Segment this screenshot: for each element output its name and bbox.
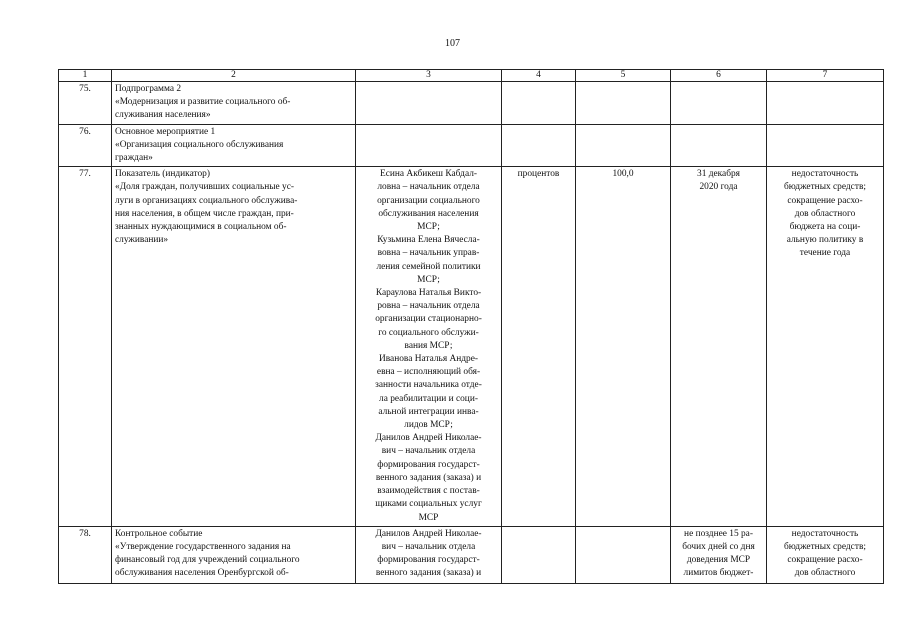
text-line: «Модернизация и развитие социального об- bbox=[115, 97, 291, 108]
text-line: формирования государст- bbox=[377, 459, 480, 470]
text-line: Подпрограмма 2 bbox=[115, 84, 182, 94]
text-line: Кузьмина Елена Вячесла- bbox=[377, 235, 480, 246]
value-cell bbox=[576, 124, 671, 167]
text-line: МСР; bbox=[417, 274, 440, 285]
text-line: 31 декабря bbox=[697, 169, 740, 180]
row-number-cell: 77. bbox=[59, 167, 112, 526]
text-line: лимитов бюджет- bbox=[683, 568, 754, 579]
text-line: Данилов Андрей Николае- bbox=[375, 528, 482, 539]
unit-cell bbox=[502, 124, 576, 167]
risk-cell bbox=[767, 526, 884, 583]
description-cell bbox=[112, 124, 356, 167]
value-cell bbox=[576, 82, 671, 125]
responsible-cell bbox=[356, 167, 502, 526]
text-line: вич – начальник отдела bbox=[381, 541, 476, 552]
text-line: «Доля граждан, получивших социальные ус- bbox=[115, 182, 295, 193]
text-line: ловна – начальник отдела bbox=[377, 182, 480, 193]
text-line: ния населения, в общем числе граждан, при- bbox=[115, 208, 294, 219]
description-cell bbox=[112, 167, 356, 526]
text-line: взаимодействия с постав- bbox=[377, 486, 480, 497]
description-cell bbox=[112, 82, 356, 125]
page-number: 107 bbox=[445, 38, 460, 49]
unit-cell bbox=[502, 82, 576, 125]
text-line: течение года bbox=[799, 248, 851, 259]
text-line: ления семейной политики bbox=[376, 261, 481, 272]
text-line: Контрольное событие bbox=[115, 528, 203, 539]
text-line: вич – начальник отдела bbox=[381, 446, 476, 457]
text-line: Основное мероприятие 1 bbox=[115, 126, 216, 137]
table-row bbox=[59, 167, 884, 526]
text-line: венного задания (заказа) и bbox=[375, 472, 482, 483]
header-row bbox=[59, 70, 884, 82]
header-cell-6: 6 bbox=[671, 70, 767, 82]
header-cell-4: 4 bbox=[502, 70, 576, 82]
header-cell-5: 5 bbox=[576, 70, 671, 82]
text-line: «Утверждение государственного задания на bbox=[115, 541, 291, 552]
text-line: вовна – начальник управ- bbox=[377, 248, 480, 259]
table-row bbox=[59, 526, 884, 583]
deadline-cell bbox=[671, 167, 767, 526]
text-line: венного задания (заказа) и bbox=[375, 568, 482, 579]
deadline-cell bbox=[671, 124, 767, 167]
text-line: бюджетных средств; bbox=[784, 182, 866, 193]
text-line: «Организация социального обслуживания bbox=[115, 139, 284, 150]
risk-cell bbox=[767, 167, 884, 526]
text-line: щиками социальных услуг bbox=[375, 499, 482, 510]
text-line: луги в организациях социального обслужива- bbox=[115, 195, 298, 206]
text-line: сокращение расхо- bbox=[787, 195, 863, 206]
text-line: МСР; bbox=[417, 222, 440, 233]
responsible-cell bbox=[356, 82, 502, 125]
text-line: Есина Акбикеш Кабдал- bbox=[380, 169, 477, 180]
text-line: служивании» bbox=[115, 235, 169, 246]
text-line: МСР bbox=[418, 512, 439, 523]
text-line: не позднее 15 ра- bbox=[684, 528, 753, 539]
text-line: бюджета на соци- bbox=[789, 222, 861, 233]
row-number-cell: 76. bbox=[59, 124, 112, 167]
text-line: сокращение расхо- bbox=[787, 555, 863, 566]
text-line: Иванова Наталья Андре- bbox=[378, 354, 479, 365]
text-line: занности начальника отде- bbox=[375, 380, 482, 391]
text-line: знанных нуждающимися в социальном об- bbox=[115, 222, 287, 233]
text-line: вания МСР; bbox=[404, 340, 453, 351]
text-line: Данилов Андрей Николае- bbox=[375, 433, 482, 444]
text-line: ровна – начальник отдела bbox=[377, 301, 480, 312]
header-cell-7: 7 bbox=[767, 70, 884, 82]
text-line: обслуживания населения bbox=[378, 208, 479, 219]
text-line: бочих дней со дня bbox=[682, 541, 755, 552]
risk-cell bbox=[767, 124, 884, 167]
text-line: альную политику в bbox=[786, 235, 864, 246]
text-line: организации стационарно- bbox=[375, 314, 482, 325]
text-line: недостаточность bbox=[791, 528, 859, 539]
risk-cell bbox=[767, 82, 884, 125]
table-row bbox=[59, 124, 884, 167]
text-line: формирования государст- bbox=[377, 555, 480, 566]
text-line: альной интеграции инва- bbox=[378, 406, 479, 417]
text-line: евна – исполняющий обя- bbox=[376, 367, 481, 378]
text-line: го социального обслужи- bbox=[378, 327, 479, 338]
text-line: Показатель (индикатор) bbox=[115, 169, 210, 180]
text-line: бюджетных средств; bbox=[784, 541, 866, 552]
text-line: недостаточность bbox=[791, 169, 859, 180]
header-cell-3: 3 bbox=[356, 70, 502, 82]
header-cell-2: 2 bbox=[112, 70, 356, 82]
text-line: граждан» bbox=[115, 153, 153, 164]
text-line: обслуживания населения Оренбургской об- bbox=[115, 568, 289, 579]
row-number-cell: 75. bbox=[59, 82, 112, 125]
text-line: служивания населения» bbox=[115, 110, 211, 121]
row-number-cell: 78. bbox=[59, 526, 112, 583]
table-row bbox=[59, 82, 884, 125]
text-line: организации социального bbox=[377, 195, 480, 206]
plan-table bbox=[58, 69, 884, 584]
responsible-cell bbox=[356, 526, 502, 583]
text-line: финансовый год для учреждений социального bbox=[115, 555, 300, 566]
description-cell bbox=[112, 526, 356, 583]
text-line: Караулова Наталья Викто- bbox=[375, 288, 482, 299]
header-cell-1: 1 bbox=[59, 70, 112, 82]
text-line: дов областного bbox=[794, 568, 856, 579]
deadline-cell bbox=[671, 82, 767, 125]
text-line: 2020 года bbox=[699, 182, 738, 193]
value-cell bbox=[576, 526, 671, 583]
unit-cell bbox=[502, 526, 576, 583]
text-line: лидов МСР; bbox=[404, 420, 453, 431]
text-line: дов областного bbox=[794, 208, 856, 219]
deadline-cell bbox=[671, 526, 767, 583]
text-line: ла реабилитации и соци- bbox=[379, 393, 478, 404]
text-line: доведения МСР bbox=[686, 555, 751, 566]
unit-cell: процентов bbox=[502, 167, 576, 526]
responsible-cell bbox=[356, 124, 502, 167]
value-cell: 100,0 bbox=[576, 167, 671, 526]
